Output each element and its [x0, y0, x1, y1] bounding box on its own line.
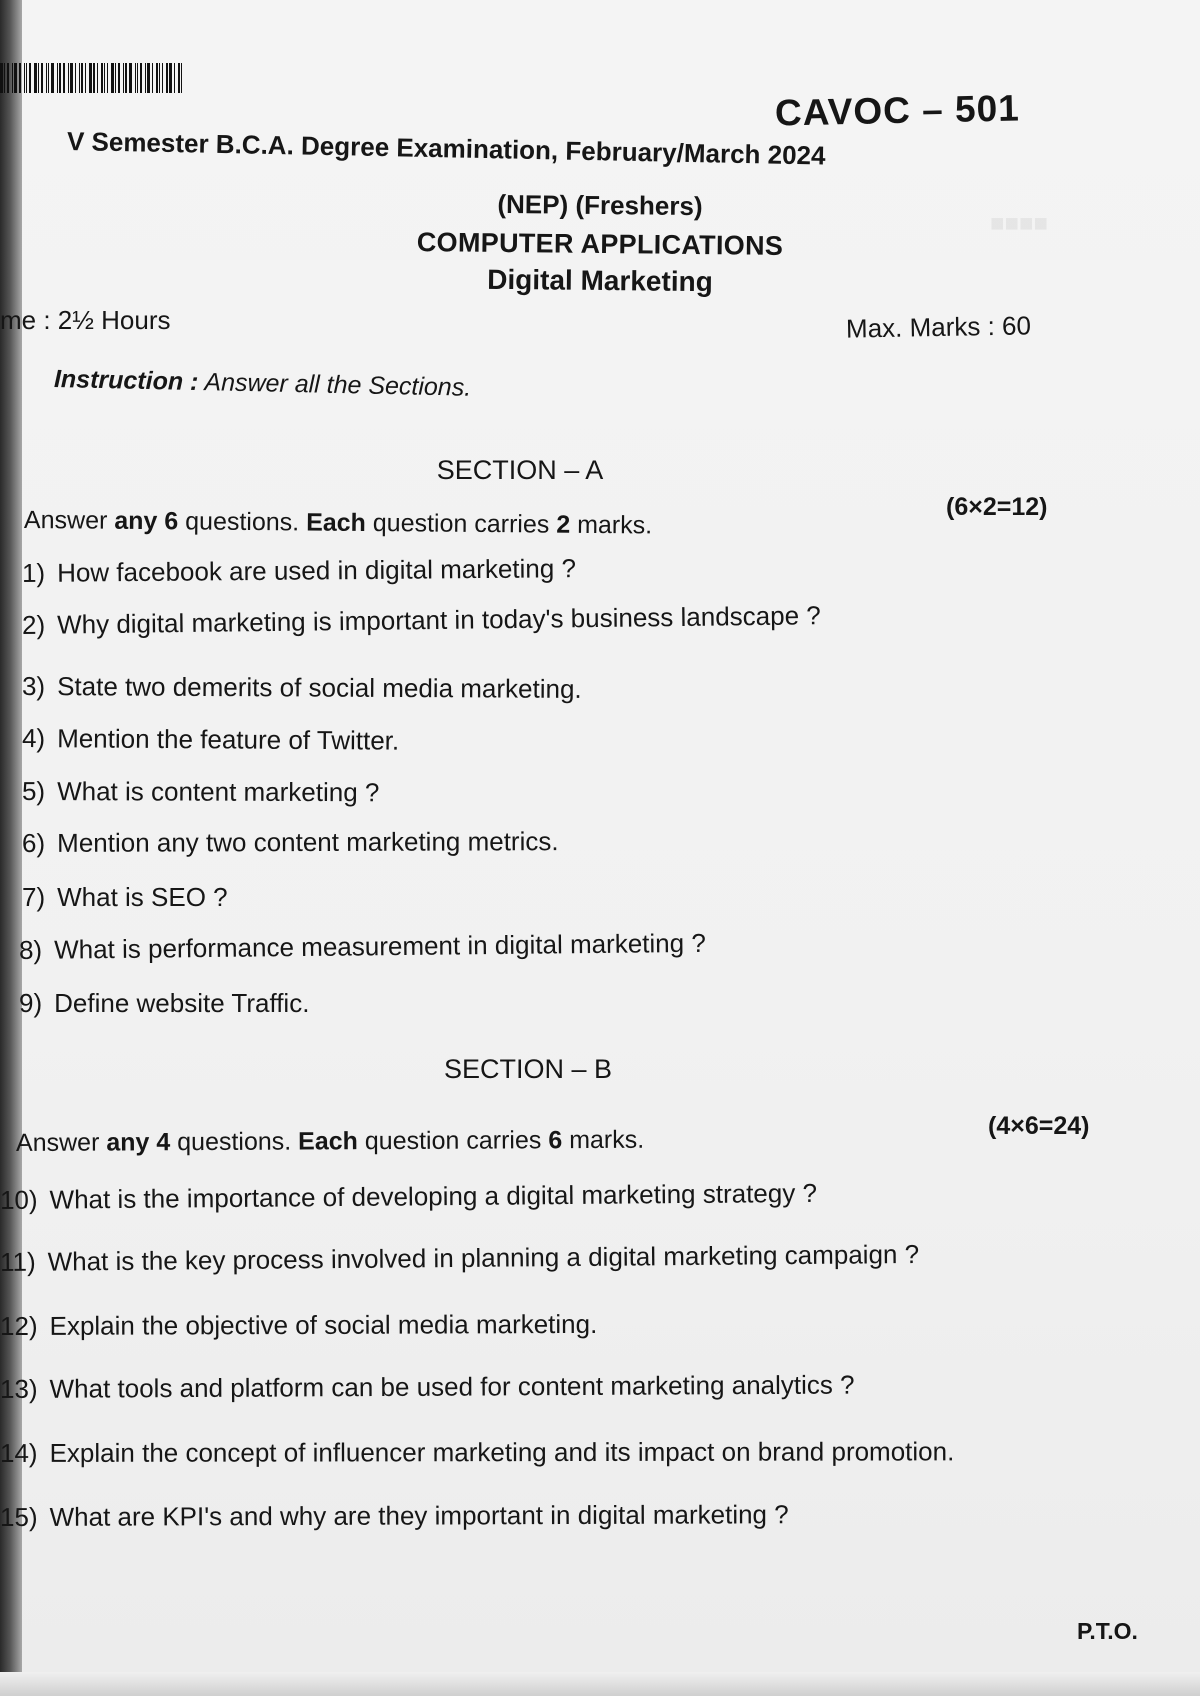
- question-number: 11): [0, 1246, 36, 1277]
- question-number: 9): [19, 988, 43, 1018]
- barcode-bar: [4, 63, 5, 93]
- barcode-bar: [70, 63, 73, 93]
- barcode-bar: [137, 63, 138, 93]
- barcode-bar: [34, 63, 37, 93]
- question-text: What are KPI's and why are they important in digital marketing ?: [49, 1499, 789, 1532]
- instruction-text: Answer all the Sections.: [204, 368, 472, 402]
- question-item: [22, 600, 821, 641]
- barcode-bar: [24, 63, 25, 93]
- question-text: Why digital marketing is important in today's business landscape ?: [56, 600, 821, 640]
- question-number: 2): [21, 609, 46, 640]
- question-text: Mention the feature of Twitter.: [57, 723, 400, 756]
- barcode-bar: [125, 63, 127, 93]
- barcode-bar: [147, 63, 150, 93]
- question-item: [19, 928, 706, 966]
- question-item: [22, 671, 582, 705]
- question-text: What tools and platform can be used for content marketing analytics ?: [49, 1369, 855, 1404]
- question-item: [22, 553, 576, 589]
- question-number: 8): [18, 934, 43, 965]
- question-item: [0, 1499, 789, 1533]
- barcode-bar: [181, 63, 182, 93]
- barcode-bar: [140, 63, 142, 93]
- barcode-bar: [85, 63, 86, 93]
- question-text: Define website Traffic.: [54, 988, 310, 1018]
- paper-code: CAVOC – 501: [774, 87, 1021, 134]
- barcode-bar: [89, 63, 92, 93]
- question-item: [19, 988, 309, 1019]
- question-item: [0, 1436, 954, 1469]
- barcode-bar: [19, 63, 21, 93]
- barcode-bar: [14, 63, 17, 93]
- note-emphasis: 2: [556, 510, 571, 539]
- question-item: [0, 1239, 919, 1278]
- note-emphasis: any 6: [114, 506, 179, 536]
- question-item: [0, 1178, 817, 1216]
- question-item: [22, 776, 379, 808]
- question-text: What is the importance of developing a digital marketing strategy ?: [49, 1177, 818, 1215]
- barcode-bar: [104, 63, 105, 93]
- note-text: question carries: [372, 509, 550, 539]
- section-b-note: [16, 1126, 644, 1158]
- note-emphasis: Each: [298, 1127, 358, 1156]
- question-number: 4): [21, 723, 46, 754]
- barcode-bar: [123, 63, 124, 93]
- note-emphasis: Each: [306, 508, 367, 537]
- barcode-bar: [152, 63, 153, 93]
- barcode-bar: [29, 63, 31, 93]
- barcode-bar: [75, 63, 76, 93]
- instruction: [54, 365, 472, 403]
- note-text: questions.: [185, 507, 300, 537]
- question-number: 3): [21, 671, 46, 702]
- note-text: Answer: [15, 1128, 100, 1157]
- note-emphasis: 6: [548, 1126, 563, 1155]
- barcode-bar: [0, 63, 3, 93]
- question-number: 5): [21, 776, 46, 807]
- scheme-label: (NEP) (Freshers): [497, 188, 703, 222]
- question-item: [22, 882, 228, 913]
- time-allowed: me : 2½ Hours: [0, 305, 171, 335]
- section-a-note: [24, 506, 652, 540]
- question-number: 15): [0, 1501, 38, 1532]
- section-a-allocation: (6×2=12): [946, 493, 1048, 521]
- barcode-bar: [48, 63, 49, 93]
- note-emphasis: any 4: [106, 1128, 171, 1157]
- barcode-bar: [118, 63, 120, 93]
- barcode-bar: [81, 63, 83, 93]
- max-marks: Max. Marks : 60: [845, 310, 1032, 344]
- barcode-bar: [46, 63, 47, 93]
- question-number: 6): [21, 827, 46, 858]
- page-bottom-edge: [0, 1672, 1200, 1696]
- note-text: Answer: [23, 506, 108, 535]
- barcode-bar: [166, 63, 168, 93]
- question-text: Mention any two content marketing metrics.: [57, 826, 559, 858]
- question-number: 1): [21, 557, 46, 588]
- exam-title: V Semester B.C.A. Degree Examination, February/March 2024: [66, 126, 826, 171]
- barcode-bar: [169, 63, 172, 93]
- question-text: What is SEO ?: [57, 882, 228, 912]
- question-number: 12): [0, 1310, 38, 1341]
- barcode-bar: [115, 63, 116, 93]
- barcode-bar: [38, 63, 39, 93]
- barcode-bar: [156, 63, 158, 93]
- barcode-bar: [93, 63, 95, 93]
- question-number: 13): [0, 1373, 38, 1404]
- subject-title: COMPUTER APPLICATIONS: [416, 227, 784, 261]
- question-text: What is content marketing ?: [57, 776, 380, 808]
- barcode-bar: [159, 63, 160, 93]
- question-number: 7): [22, 882, 46, 912]
- question-text: Explain the concept of influencer marketing and its impact on brand promotion.: [49, 1436, 955, 1468]
- barcode-bar: [68, 63, 69, 93]
- instruction-label: Instruction :: [53, 365, 199, 397]
- note-text: questions.: [177, 1127, 292, 1157]
- section-a-title: SECTION – A: [436, 455, 604, 485]
- question-text: Explain the objective of social media marketing.: [49, 1308, 598, 1341]
- section-b-title: SECTION – B: [443, 1054, 613, 1084]
- barcode-bar: [162, 63, 163, 93]
- barcode-bar: [51, 63, 54, 93]
- barcode-bar: [79, 63, 80, 93]
- question-text: State two demerits of social media marketing.: [57, 671, 582, 704]
- question-text: How facebook are used in digital marketing ?: [56, 553, 577, 588]
- question-item: [0, 1370, 855, 1405]
- barcode-bar: [26, 63, 27, 93]
- barcode-bar: [135, 63, 136, 93]
- page-turn-over: P.T.O.: [1077, 1618, 1138, 1644]
- barcode-bar: [107, 63, 108, 93]
- question-number: 14): [0, 1437, 38, 1468]
- paper-title: Digital Marketing: [487, 263, 713, 298]
- barcode-bar: [12, 63, 13, 93]
- barcode-bar: [174, 63, 175, 93]
- barcode-bar: [145, 63, 146, 93]
- barcode-bar: [101, 63, 103, 93]
- barcode-bar: [57, 63, 58, 93]
- note-text: marks.: [569, 1125, 645, 1155]
- question-item: [22, 826, 559, 859]
- barcode-bar: [41, 63, 43, 93]
- question-text: What is performance measurement in digital marketing ?: [53, 927, 706, 965]
- barcode-bar: [178, 63, 180, 93]
- barcode-bar: [97, 63, 98, 93]
- note-text: question carries: [364, 1126, 542, 1156]
- barcode-bar: [59, 63, 61, 93]
- question-text: What is the key process involved in planning a digital marketing campaign ?: [47, 1238, 920, 1277]
- barcode-bar: [129, 63, 132, 93]
- barcode-bar: [111, 63, 114, 93]
- question-number: 10): [0, 1184, 38, 1215]
- barcode-bar: [7, 63, 9, 93]
- section-b-allocation: (4×6=24): [988, 1112, 1090, 1140]
- question-item: [0, 1309, 597, 1342]
- note-text: marks.: [577, 510, 653, 540]
- barcode-bar: [63, 63, 65, 93]
- question-item: [22, 723, 399, 757]
- barcode: [0, 63, 225, 93]
- exam-page: ■■■■ CAVOC – 501 V Semester B.C.A. Degree Examination, February/March 2024 (NEP) (Freshers) COMPUTER APPLICATIONS Digital Marketing me : 2½ Hours Max. Marks : 60 Instruction : Answer all the Sections. SECTION – A Answer any 6 questions. Each question carries 2 marks. (6×2=12) 1) How facebook are used in digital marketing ? 2) Why digital marketing is important in today's business landscape ? 3) State two demerits of social media marketing. 4) Mention the feature of Twitter. 5) What is content marketing ? 6) Mention any two content marketing metrics. 7) What is SEO ? 8) What is performance measurement in digital marketing ? 9) Define website Traffic. SECTION – B Answer any 4 questions. Each question carries 6 marks. (4×6=24) 10) What is the importance of developing a digital marketing strategy ? 11) What is the key process involved in planning a digital marketing campaign ? 12) Explain the objective of social media marketing. 13) What tools and platform can be used for content marketing analytics ? 14) Explain the concept of influencer marketing and its impact on brand promotion. 15) What are KPI's and why are they important in digital marketing ? P.T.O.: [0, 0, 1200, 1696]
